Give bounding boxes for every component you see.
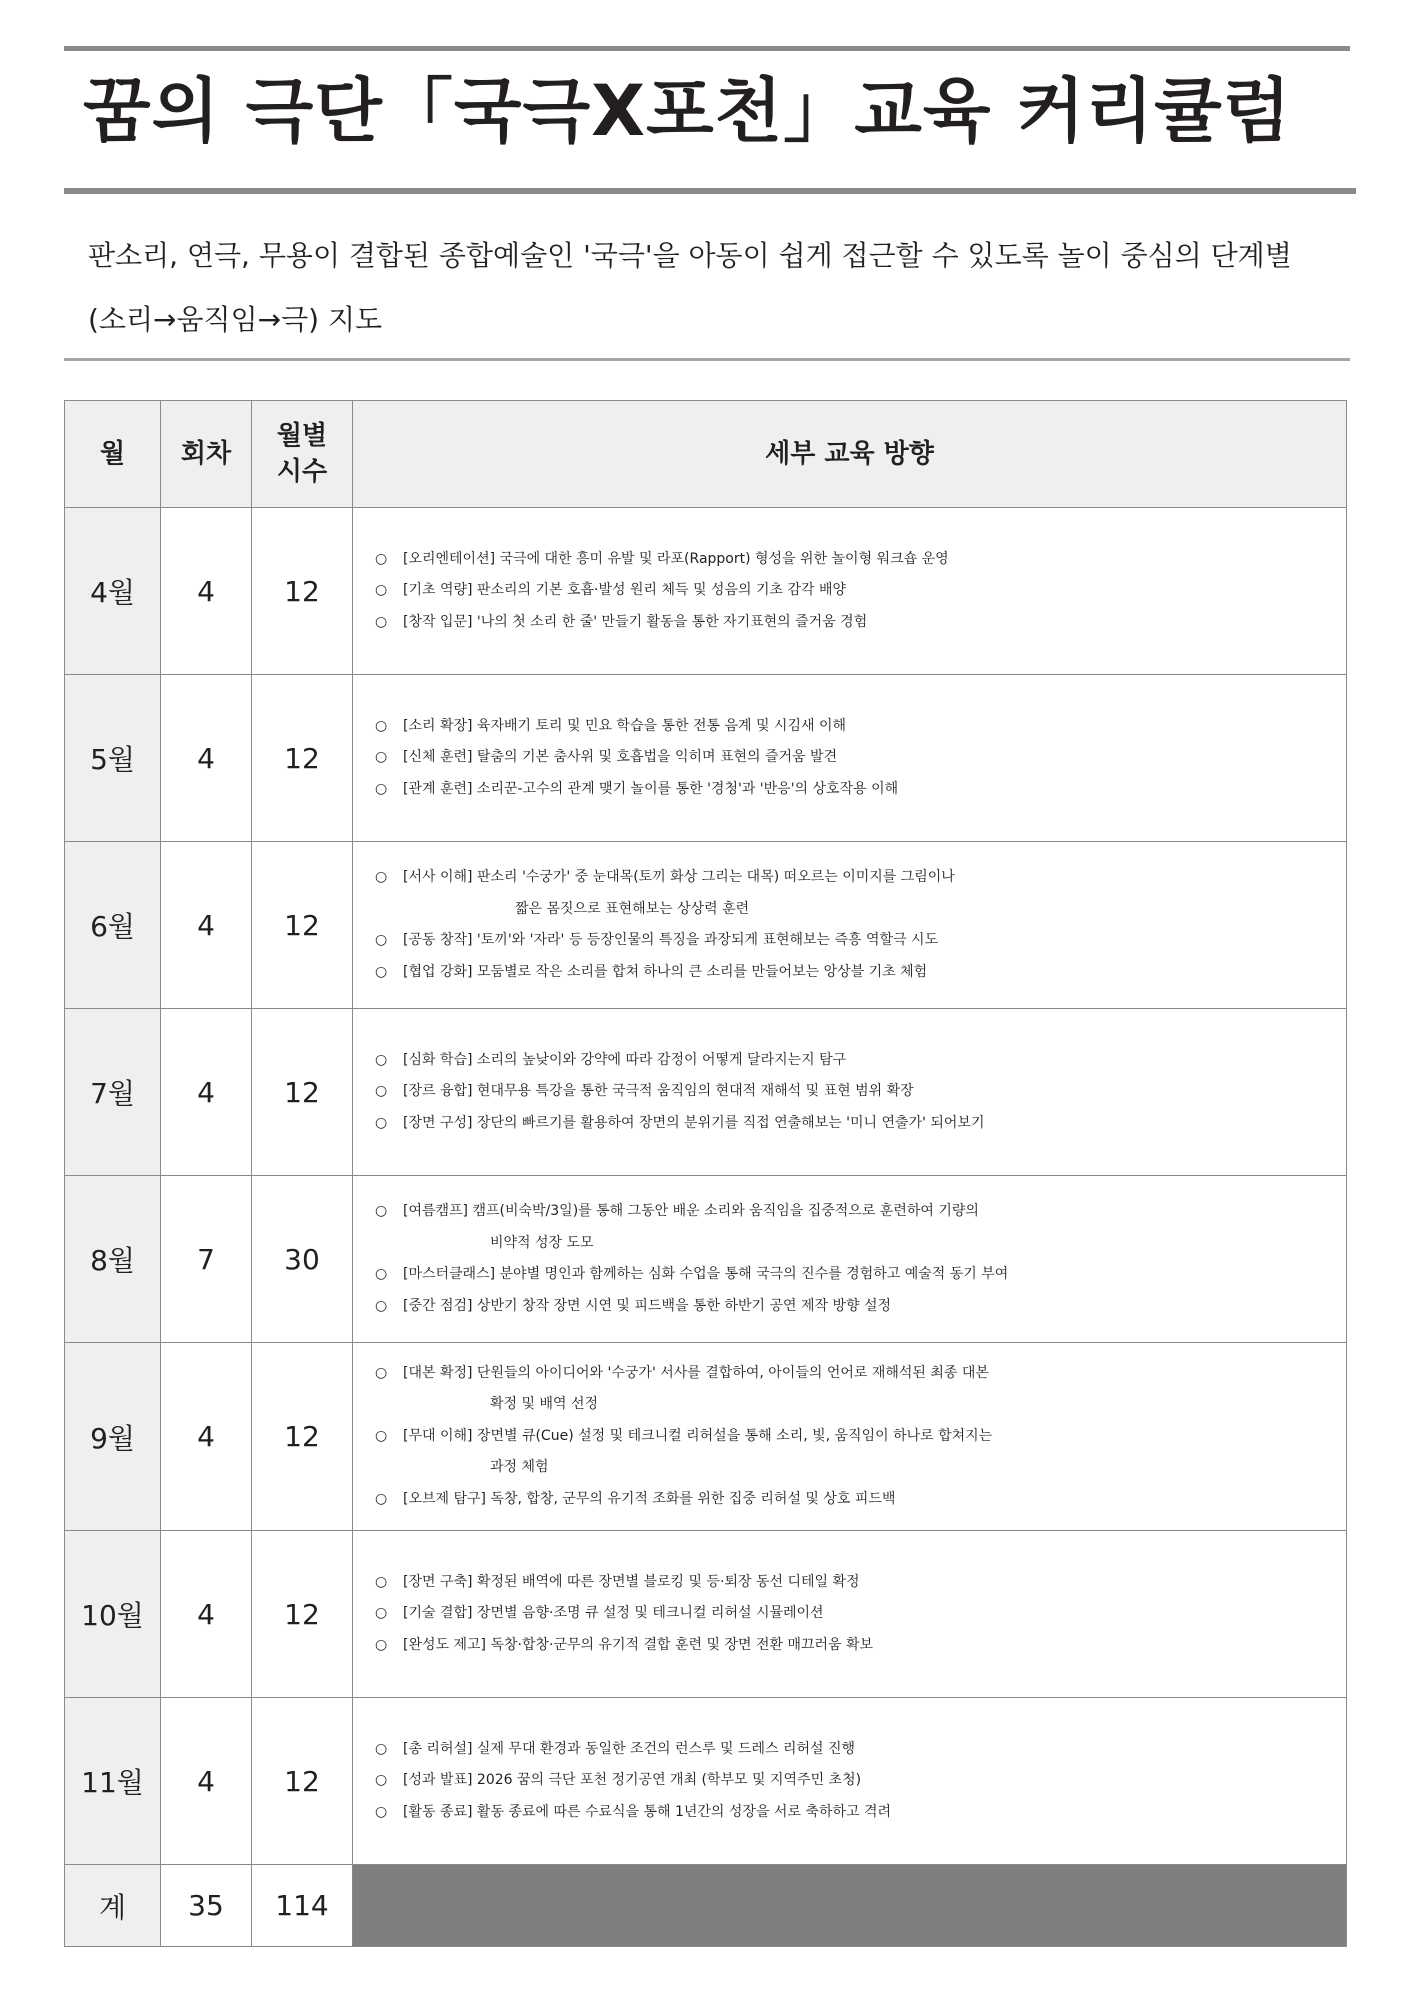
table-row (65, 1531, 1347, 1698)
hollow-circle-icon: ○ (375, 1772, 388, 1789)
detail-text: [기술 결합] 장면별 음향·조명 큐 설정 및 테크니컬 리허설 시뮬레이션 (403, 1605, 824, 1622)
detail-text-continued: 비약적 성장 도모 (490, 1234, 594, 1251)
sessions-cell: 4 (161, 1343, 252, 1531)
detail-item (375, 1291, 1346, 1323)
month-cell: 10월 (65, 1531, 161, 1698)
detail-item (375, 1421, 1346, 1453)
hours-cell: 12 (252, 842, 353, 1009)
detail-item (375, 742, 1346, 774)
total-sessions-cell: 35 (161, 1865, 252, 1947)
detail-text: [장르 융합] 현대무용 특강을 통한 국극적 움직임의 현대적 재해석 및 표현 범위 확장 (403, 1083, 914, 1100)
month-cell: 8월 (65, 1176, 161, 1343)
detail-cell (353, 1176, 1347, 1343)
detail-item (375, 1358, 1346, 1390)
header-detail: 세부 교육 방향 (353, 401, 1347, 508)
sessions-cell: 4 (161, 508, 252, 675)
curriculum-table (64, 400, 1347, 1947)
header-hours (252, 401, 353, 508)
detail-cell (353, 1698, 1347, 1865)
detail-cell (353, 1343, 1347, 1531)
detail-text: [오브제 탐구] 독창, 합창, 군무의 유기적 조화를 위한 집중 리허설 및 상호 피드백 (403, 1490, 896, 1507)
hours-cell: 12 (252, 508, 353, 675)
title-divider (64, 188, 1356, 194)
detail-cell (353, 1009, 1347, 1176)
hollow-circle-icon: ○ (375, 1490, 388, 1507)
detail-text: [협업 강화] 모둠별로 작은 소리를 합쳐 하나의 큰 소리를 만들어보는 앙상블 기초 체험 (403, 963, 928, 980)
hollow-circle-icon: ○ (375, 1364, 388, 1381)
detail-cell (353, 675, 1347, 842)
sessions-cell: 7 (161, 1176, 252, 1343)
table-row (65, 1176, 1347, 1343)
hollow-circle-icon: ○ (375, 550, 388, 567)
detail-item (375, 1567, 1346, 1599)
detail-text: [관계 훈련] 소리꾼-고수의 관계 맺기 놀이를 통한 '경청'과 '반응'의 상호작용 이해 (403, 780, 899, 797)
detail-cell (353, 842, 1347, 1009)
detail-item (375, 957, 1346, 989)
hollow-circle-icon: ○ (375, 613, 388, 630)
hollow-circle-icon: ○ (375, 932, 388, 948)
detail-text: [완성도 제고] 독창·합창·군무의 유기적 결합 훈련 및 장면 전환 매끄러움 확보 (403, 1636, 874, 1653)
sessions-cell: 4 (161, 1531, 252, 1698)
header-sessions: 회차 (161, 401, 252, 508)
detail-item (375, 1797, 1346, 1829)
table-row (65, 1698, 1347, 1865)
total-hours-cell: 114 (252, 1865, 353, 1947)
table-header-row (65, 401, 1347, 508)
hollow-circle-icon: ○ (375, 1605, 388, 1622)
total-label-cell: 계 (65, 1865, 161, 1947)
table-row (65, 1009, 1347, 1176)
detail-item (375, 1598, 1346, 1630)
hollow-circle-icon: ○ (375, 1114, 388, 1131)
hollow-circle-icon: ○ (375, 1051, 388, 1068)
detail-text: [오리엔테이션] 국극에 대한 흥미 유발 및 라포(Rapport) 형성을 위한 놀이형 워크숍 운영 (403, 550, 949, 567)
detail-item (375, 1734, 1346, 1766)
hours-cell: 12 (252, 675, 353, 842)
header-hours-line: 월별 (276, 421, 328, 451)
month-cell: 6월 (65, 842, 161, 1009)
header-month: 월 (65, 401, 161, 508)
detail-text: [창작 입문] '나의 첫 소리 한 줄' 만들기 활동을 통한 자기표현의 즐거움 경험 (403, 613, 868, 630)
detail-text: [마스터클래스] 분야별 명인과 함께하는 심화 수업을 통해 국극의 진수를 경험하고 예술적 동기 부여 (403, 1266, 1009, 1282)
table-row (65, 508, 1347, 675)
hollow-circle-icon: ○ (375, 1636, 388, 1653)
header-hours-line: 시수 (276, 457, 328, 487)
hollow-circle-icon: ○ (375, 1266, 388, 1282)
detail-item (375, 1076, 1346, 1108)
detail-item (375, 1765, 1346, 1797)
detail-item (375, 1259, 1346, 1291)
hollow-circle-icon: ○ (375, 749, 388, 766)
sessions-cell: 4 (161, 842, 252, 1009)
month-cell: 5월 (65, 675, 161, 842)
hours-cell: 30 (252, 1176, 353, 1343)
detail-item (375, 1045, 1346, 1077)
detail-text-continued: 확정 및 배역 선정 (490, 1396, 599, 1413)
detail-text: [장면 구축] 확정된 배역에 따른 장면별 블로킹 및 등·퇴장 동선 디테일 확정 (403, 1573, 860, 1590)
detail-text: [여름캠프] 캠프(비숙박/3일)를 통해 그동안 배운 소리와 움직임을 집중적으로 훈련하여 기량의 (403, 1203, 979, 1219)
hollow-circle-icon: ○ (375, 582, 388, 599)
month-cell: 7월 (65, 1009, 161, 1176)
hollow-circle-icon: ○ (375, 717, 388, 734)
detail-text: [중간 점검] 상반기 창작 장면 시연 및 피드백을 통한 하반기 공연 제작 방향 설정 (403, 1297, 892, 1314)
detail-text-continued: 짧은 몸짓으로 표현해보는 상상력 훈련 (515, 900, 750, 917)
hollow-circle-icon: ○ (375, 1297, 388, 1314)
hollow-circle-icon: ○ (375, 780, 388, 797)
month-cell: 9월 (65, 1343, 161, 1531)
description-line: 판소리, 연극, 무용이 결합된 종합예술인 '국극'을 아동이 쉽게 접근할 수 있도록 놀이 중심의 단계별 (88, 239, 1292, 272)
detail-text-continued: 과정 체험 (490, 1459, 549, 1476)
description-divider (64, 358, 1350, 361)
sessions-cell: 4 (161, 1698, 252, 1865)
detail-text: [공동 창작] '토끼'와 '자라' 등 등장인물의 특징을 과장되게 표현해보는 즉흥 역할극 시도 (403, 932, 939, 948)
hollow-circle-icon: ○ (375, 1803, 388, 1820)
hours-cell: 12 (252, 1698, 353, 1865)
detail-text: [기초 역량] 판소리의 기본 호흡·발성 원리 체득 및 성음의 기초 감각 배양 (403, 582, 846, 599)
sessions-cell: 4 (161, 1009, 252, 1176)
month-cell: 11월 (65, 1698, 161, 1865)
sessions-cell: 4 (161, 675, 252, 842)
hollow-circle-icon: ○ (375, 963, 388, 980)
detail-item (375, 1484, 1346, 1516)
hollow-circle-icon: ○ (375, 869, 388, 885)
detail-text: [무대 이해] 장면별 큐(Cue) 설정 및 테크니컬 리허설을 통해 소리, 빛, 움직임이 하나로 합쳐지는 (403, 1427, 993, 1444)
detail-text: [서사 이해] 판소리 '수궁가' 중 눈대목(토끼 화상 그리는 대목) 떠오르는 이미지를 그림이나 (403, 869, 955, 885)
detail-item (375, 925, 1346, 957)
hollow-circle-icon: ○ (375, 1203, 388, 1219)
detail-cell (353, 508, 1347, 675)
hollow-circle-icon: ○ (375, 1573, 388, 1590)
detail-cell (353, 1531, 1347, 1698)
hollow-circle-icon: ○ (375, 1427, 388, 1444)
detail-item (375, 607, 1346, 639)
detail-text: [장면 구성] 장단의 빠르기를 활용하여 장면의 분위기를 직접 연출해보는 '미니 연출가' 되어보기 (403, 1114, 985, 1131)
detail-text: [성과 발표] 2026 꿈의 극단 포천 정기공연 개최 (학부모 및 지역주민 초청) (403, 1772, 862, 1789)
page-title: 꿈의 극단「국극X포천」교육 커리큘럼 (83, 70, 1292, 152)
detail-text: [활동 종료] 활동 종료에 따른 수료식을 통해 1년간의 성장을 서로 축하하고 격려 (403, 1803, 892, 1820)
description (88, 224, 1338, 352)
detail-item (375, 862, 1346, 894)
detail-item (375, 774, 1346, 806)
detail-text: [심화 학습] 소리의 높낮이와 강약에 따라 감정이 어떻게 달라지는지 탐구 (403, 1051, 847, 1068)
hours-cell: 12 (252, 1343, 353, 1531)
table-row (65, 1343, 1347, 1531)
detail-text: [대본 확정] 단원들의 아이디어와 '수궁가' 서사를 결합하여, 아이들의 언어로 재해석된 최종 대본 (403, 1364, 989, 1381)
top-divider (64, 46, 1350, 51)
detail-item (375, 1630, 1346, 1662)
detail-item (375, 544, 1346, 576)
total-filler-cell (353, 1865, 1347, 1947)
detail-text: [총 리허설] 실제 무대 환경과 동일한 조건의 런스루 및 드레스 리허설 진행 (403, 1740, 856, 1757)
detail-item (375, 711, 1346, 743)
hollow-circle-icon: ○ (375, 1740, 388, 1757)
description-line: (소리→움직임→극) 지도 (88, 303, 383, 336)
hollow-circle-icon: ○ (375, 1083, 388, 1100)
detail-item (375, 1108, 1346, 1140)
month-cell: 4월 (65, 508, 161, 675)
detail-item (375, 1196, 1346, 1228)
hours-cell: 12 (252, 1531, 353, 1698)
hours-cell: 12 (252, 1009, 353, 1176)
table-row (65, 675, 1347, 842)
total-row (65, 1865, 1347, 1947)
detail-item (375, 575, 1346, 607)
detail-text: [소리 확장] 육자배기 토리 및 민요 학습을 통한 전통 음계 및 시김새 이해 (403, 717, 846, 734)
detail-text: [신체 훈련] 탈춤의 기본 춤사위 및 호흡법을 익히며 표현의 즐거움 발견 (403, 749, 838, 766)
table-row (65, 842, 1347, 1009)
